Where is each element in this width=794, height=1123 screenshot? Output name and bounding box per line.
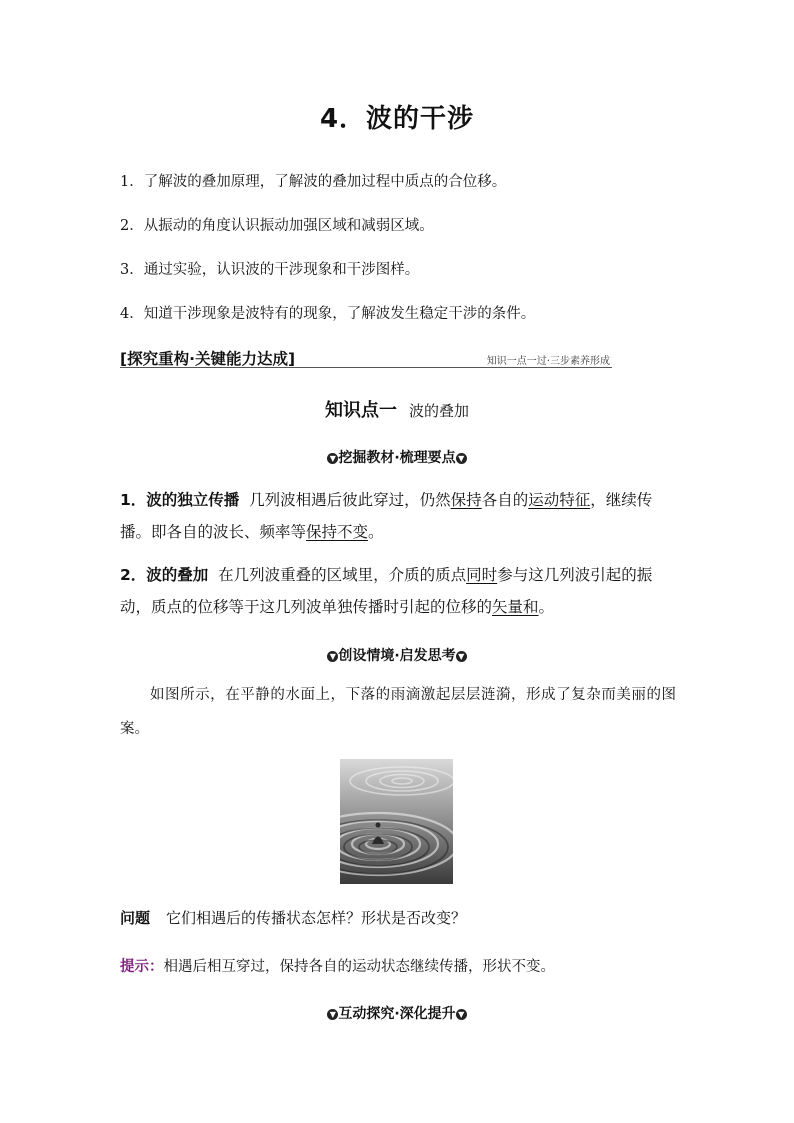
text-run: 参与这几列波引起的振动，质点的位移等于这几列波单独传播时引起的位移的: [120, 566, 653, 616]
knowledge-point-title: 知识点一: [324, 400, 397, 421]
learning-goal-4: 4．知道干涉现象是波特有的现象，了解波发生稳定干涉的条件。: [120, 306, 536, 322]
chevron-down-circle-icon: ▼: [456, 651, 467, 662]
text-run: 。: [368, 523, 384, 541]
hint-label: 提示：: [120, 959, 164, 975]
knowledge-point-heading: [0, 396, 794, 422]
section-label: 互动探究·深化提升: [338, 1006, 456, 1022]
banner-subtitle: 知识一点一过·三步素养形成: [486, 356, 610, 367]
underlined-term: 保持不变: [306, 523, 369, 541]
underlined-term: 矢量和: [492, 598, 539, 616]
section-label: 挖掘教材·梳理要点: [338, 450, 456, 466]
learning-goal-2: 2．从振动的角度认识振动加强区域和减弱区域。: [120, 218, 434, 234]
underlined-term: 同时: [466, 566, 498, 584]
paragraph-lead: 2．波的叠加: [120, 566, 209, 584]
page-title: 4．波的干涉: [319, 104, 475, 134]
chevron-down-circle-icon: ▼: [327, 651, 338, 662]
section-heading-scenario: [0, 645, 794, 665]
chevron-down-circle-icon: ▼: [456, 453, 467, 464]
knowledge-point-subtitle: 波的叠加: [408, 402, 469, 420]
section-heading-textbook: [0, 447, 794, 467]
underlined-term: 保持: [450, 491, 482, 509]
hint: [120, 955, 555, 976]
chevron-down-circle-icon: ▼: [456, 1009, 467, 1020]
paragraph-superposition: [120, 559, 680, 623]
chevron-down-circle-icon: ▼: [327, 1009, 338, 1020]
section-label: 创设情境·启发思考: [338, 648, 456, 664]
text-run: ，继续传播。即各自的波长、频率等: [120, 491, 653, 541]
scenario-paragraph: 如图所示，在平静的水面上，下落的雨滴激起层层涟漪，形成了复杂而美丽的图案。: [120, 687, 676, 737]
banner-title: [探究重构·关键能力达成]: [120, 350, 296, 368]
question: [120, 907, 466, 928]
question-label: 问题: [120, 909, 151, 927]
chevron-down-circle-icon: ▼: [327, 453, 338, 464]
text-run: 在几列波重叠的区域里，介质的质点: [218, 566, 467, 584]
text-run: 几列波相遇后彼此穿过，仍然: [249, 491, 451, 509]
section-banner: [120, 347, 612, 368]
text-run: 。: [538, 598, 555, 616]
paragraph-lead: 1．波的独立传播: [120, 491, 240, 509]
text-run: 各自的: [481, 491, 529, 509]
paragraph-independent-propagation: [120, 484, 680, 548]
water-ripples-image: [340, 759, 453, 884]
hint-text: 相遇后相互穿过，保持各自的运动状态继续传播，形状不变。: [163, 959, 555, 975]
underlined-term: 运动特征: [528, 491, 591, 509]
section-heading-interactive: [0, 1003, 794, 1023]
learning-goal-3: 3．通过实验，认识波的干涉现象和干涉图样。: [120, 262, 420, 278]
question-text: 它们相遇后的传播状态怎样？形状是否改变？: [166, 909, 467, 927]
learning-goal-1: 1．了解波的叠加原理，了解波的叠加过程中质点的合位移。: [120, 174, 507, 190]
